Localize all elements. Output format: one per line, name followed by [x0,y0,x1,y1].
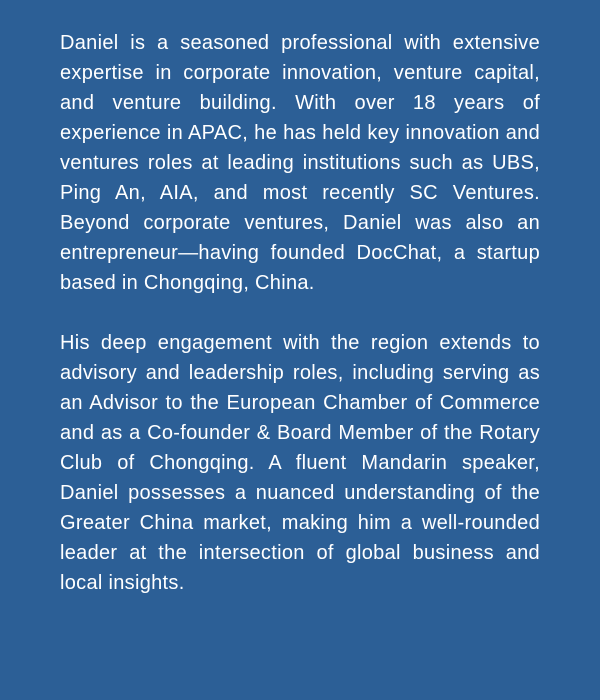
bio-text-block [60,28,540,598]
bio-paragraph-1: Daniel is a seasoned professional with extensive expertise in corporate innovation, venture capital, and venture building. With over 18 years of experience in APAC, he has held key innovation and ventures roles at leading institutions such as UBS, Ping An, AIA, and most recently SC Ventures. Beyond corporate ventures, Daniel was also an entrepreneur—having founded DocChat, a startup based in Chongqing, China. [60,32,540,294]
bio-paragraph-2: His deep engagement with the region extends to advisory and leadership roles, including serving as an Advisor to the European Chamber of Commerce and as a Co-founder & Board Member of the Rotary Club of Chongqing. A fluent Mandarin speaker, Daniel possesses a nuanced understanding of the Greater China market, making him a well-rounded leader at the intersection of global business and local insights. [60,332,540,594]
